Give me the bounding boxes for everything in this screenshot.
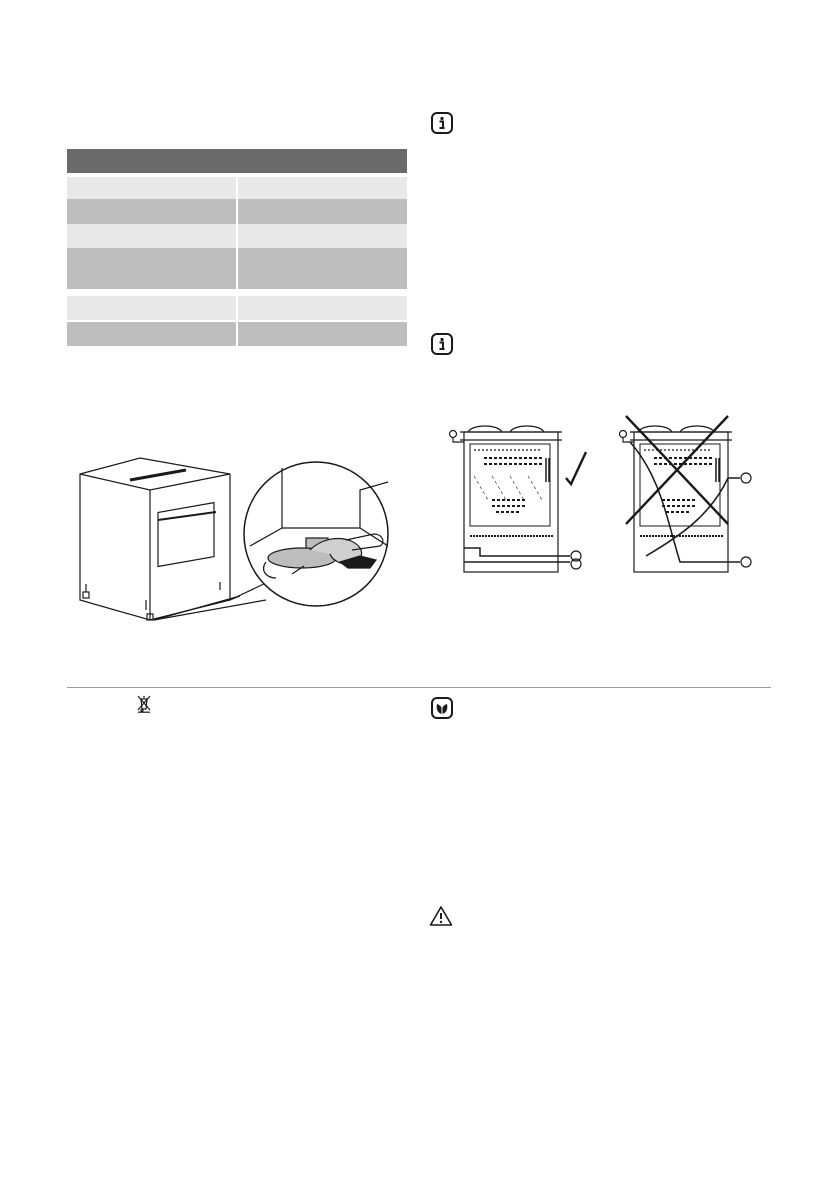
table-cell-value [238, 177, 407, 199]
table-cell-label [67, 248, 236, 289]
crossed-out-bin-icon [137, 695, 151, 713]
info-icon [431, 112, 453, 134]
info-icon [431, 333, 453, 355]
table-row [67, 322, 407, 346]
table-cell-value [238, 224, 407, 248]
section-divider [67, 687, 771, 688]
table-cell-value [238, 248, 407, 289]
table-header [67, 149, 407, 173]
table-cell-value [238, 322, 407, 346]
specification-table [67, 149, 407, 173]
table-cell-label [67, 224, 236, 248]
levelling-feet-illustration [70, 450, 400, 640]
table-row [67, 224, 407, 248]
table-row [67, 296, 407, 320]
environment-icon [431, 697, 453, 719]
table-cell-label [67, 177, 236, 199]
cable-routing-correct-figure [440, 418, 600, 578]
table-cell-value [238, 296, 407, 320]
table-row [67, 177, 407, 199]
table-cell-label [67, 322, 236, 346]
table-row [67, 199, 407, 224]
table-cell-value [238, 199, 407, 224]
table-row [67, 248, 407, 289]
table-cell-label [67, 199, 236, 224]
warning-triangle-icon [429, 905, 451, 927]
table-cell-label [67, 296, 236, 320]
cable-routing-incorrect-figure [610, 406, 770, 578]
